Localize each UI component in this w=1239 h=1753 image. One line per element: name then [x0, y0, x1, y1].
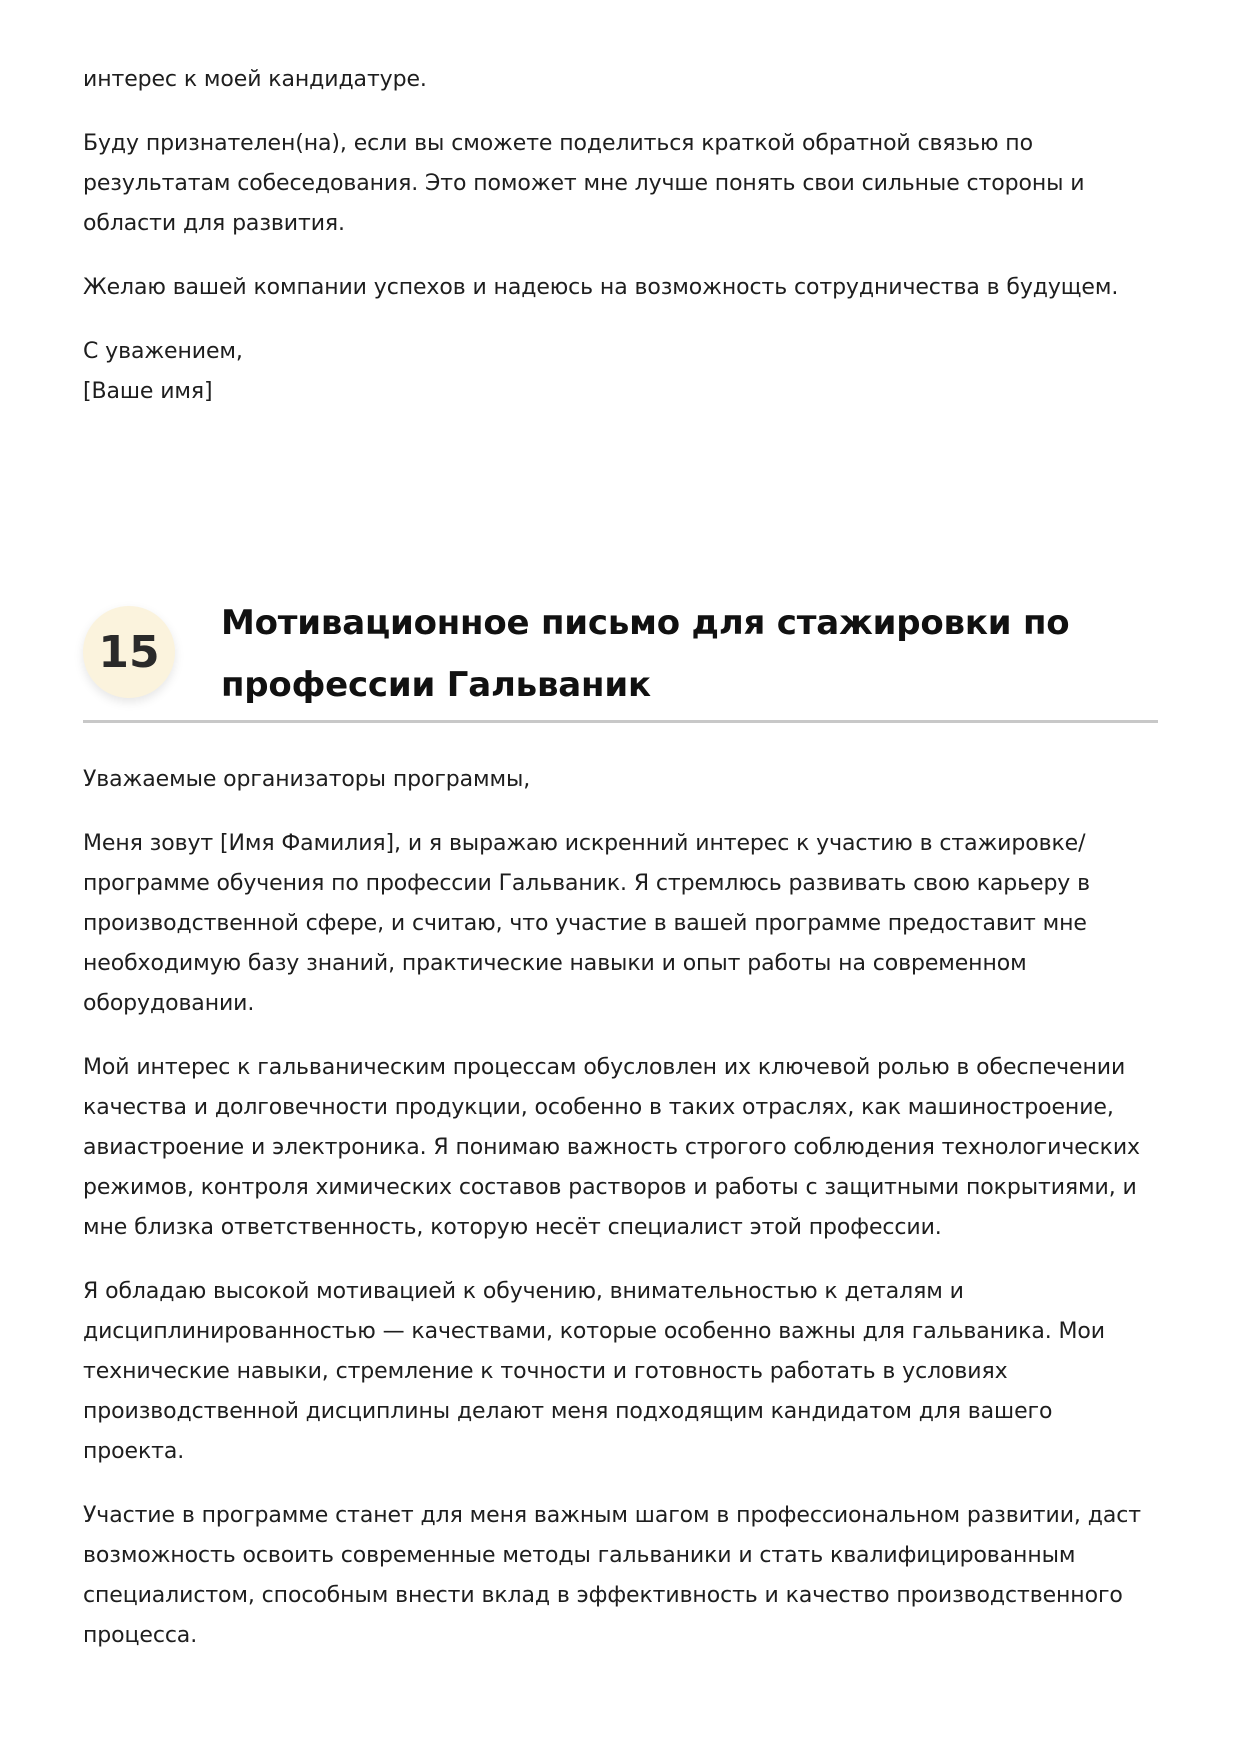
section-number-badge: [83, 606, 175, 698]
paragraph: Я обладаю высокой мотивацией к обучению, внимательностью к деталям и дисциплинированностью — качествами, которые особенно важны для гальваника. Мои технические навыки, стремление к точности и готовность работать в условиях производственной дисциплины делают меня подходящим кандидатом для вашего проекта.: [83, 1279, 1105, 1464]
paragraph: Участие в программе станет для меня важным шагом в профессиональном развитии, даст возможность освоить современные методы гальваники и стать квалифицированным специалистом, способным внести вклад в эффективность и качество производственного процесса.: [83, 1503, 1141, 1648]
section-title: Мотивационное письмо для стажировки по профессии Гальваник: [221, 603, 1070, 705]
paragraph: Меня зовут [Имя Фамилия], и я выражаю искренний интерес к участию в стажировке/программе обучения по профессии Гальваник. Я стремлюсь развивать свою карьеру в производственной сфере, и считаю, что участие в вашей программе предоставит мне необходимую базу знаний, практические навыки и опыт работы на современном оборудовании.: [83, 831, 1090, 1016]
paragraph: интерес к моей кандидатуре.: [83, 67, 427, 92]
letter-body: [83, 760, 1158, 1656]
letter-greeting: Уважаемые организаторы программы,: [83, 767, 531, 792]
closing-text: С уважением,: [83, 339, 243, 364]
signature-placeholder: [Ваше имя]: [83, 379, 213, 404]
paragraph: Мой интерес к гальваническим процессам обусловлен их ключевой ролью в обеспечении качества и долговечности продукции, особенно в таких отраслях, как машиностроение, авиастроение и электроника. Я понимаю важность строгого соблюдения технологических режимов, контроля химических составов растворов и работы с защитными покрытиями, и мне близка ответственность, которую несёт специалист этой профессии.: [83, 1055, 1140, 1240]
paragraph: Желаю вашей компании успехов и надеюсь на возможность сотрудничества в будущем.: [83, 275, 1119, 300]
section-header: [83, 592, 1158, 723]
signature-block: [83, 332, 1158, 412]
section-number: 15: [98, 626, 160, 678]
previous-letter-ending: [83, 60, 1158, 412]
paragraph: Буду признателен(на), если вы сможете поделиться краткой обратной связью по результатам собеседования. Это поможет мне лучше понять свои сильные стороны и области для развития.: [83, 131, 1085, 236]
